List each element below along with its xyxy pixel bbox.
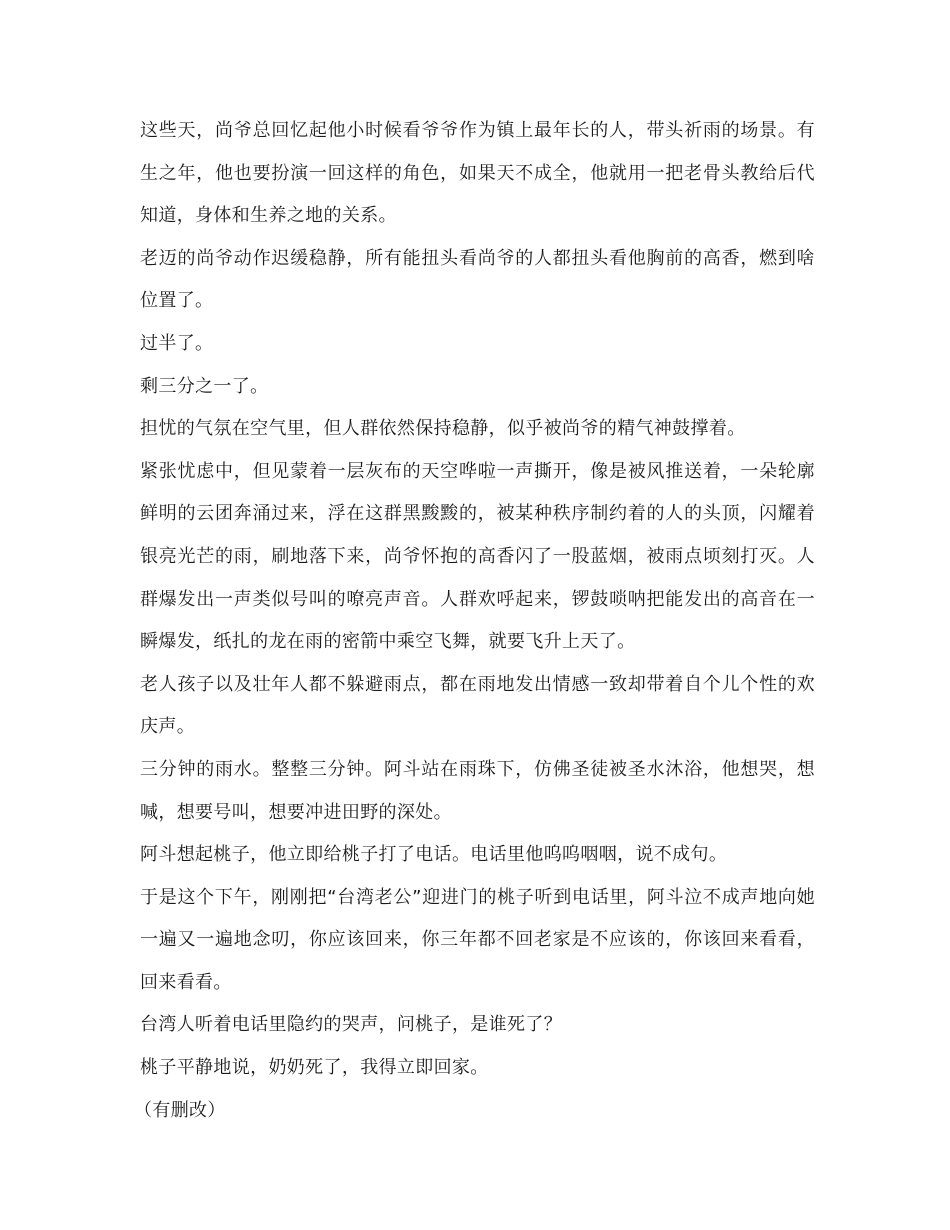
paragraph-9: 阿斗想起桃子，他立即给桃子打了电话。电话里他呜呜咽咽，说不成句。 <box>140 844 728 866</box>
paragraph-2: 老迈的尚爷动作迟缓稳静，所有能扭头看尚爷的人都扭头看他胸前的高香，燃到啥位置了。 <box>140 247 815 312</box>
editor-note: （有删改） <box>134 1099 226 1121</box>
paragraph-7: 老人孩子以及壮年人都不躲避雨点，都在雨地发出情感一致却带着自个儿个性的欢庆声。 <box>140 673 815 738</box>
paragraph-3: 过半了。 <box>140 332 214 354</box>
paragraph-10: 于是这个下午，刚刚把“台湾老公”迎进门的桃子听到电话里，阿斗泣不成声地向她一遍又一遍地念叨，你应该回来，你三年都不回老家是不应该的，你该回来看看，回来看看。 <box>140 886 815 993</box>
paragraph-11: 台湾人听着电话里隐约的哭声，问桃子，是谁死了？ <box>140 1014 563 1036</box>
paragraph-12: 桃子平静地说，奶奶死了，我得立即回家。 <box>140 1057 489 1079</box>
article-body <box>134 110 815 1132</box>
paragraph-8: 三分钟的雨水。整整三分钟。阿斗站在雨珠下，仿佛圣徒被圣水沐浴，他想哭，想喊，想要号叫，想要冲进田野的深处。 <box>140 758 815 823</box>
paragraph-6: 紧张忧虑中，但见蒙着一层灰布的天空哗啦一声撕开，像是被风推送着，一朵轮廓鲜明的云团奔涌过来，浮在这群黑黢黢的，被某种秩序制约着的人的头顶，闪耀着银亮光芒的雨，刷地落下来，尚爷怀抱的高香闪了一股蓝烟，被雨点顷刻打灭。人群爆发出一声类似号叫的嘹亮声音。人群欢呼起来，锣鼓唢呐把能发出的高音在一瞬爆发，纸扎的龙在雨的密箭中乘空飞舞，就要飞升上天了。 <box>140 460 815 653</box>
paragraph-4: 剩三分之一了。 <box>140 375 269 397</box>
paragraph-1: 这些天，尚爷总回忆起他小时候看爷爷作为镇上最年长的人，带头祈雨的场景。有生之年，他也要扮演一回这样的角色，如果天不成全，他就用一把老骨头教给后代知道，身体和生养之地的关系。 <box>140 120 815 227</box>
paragraph-5: 担忧的气氛在空气里，但人群依然保持稳静，似乎被尚爷的精气神鼓撑着。 <box>140 418 746 440</box>
